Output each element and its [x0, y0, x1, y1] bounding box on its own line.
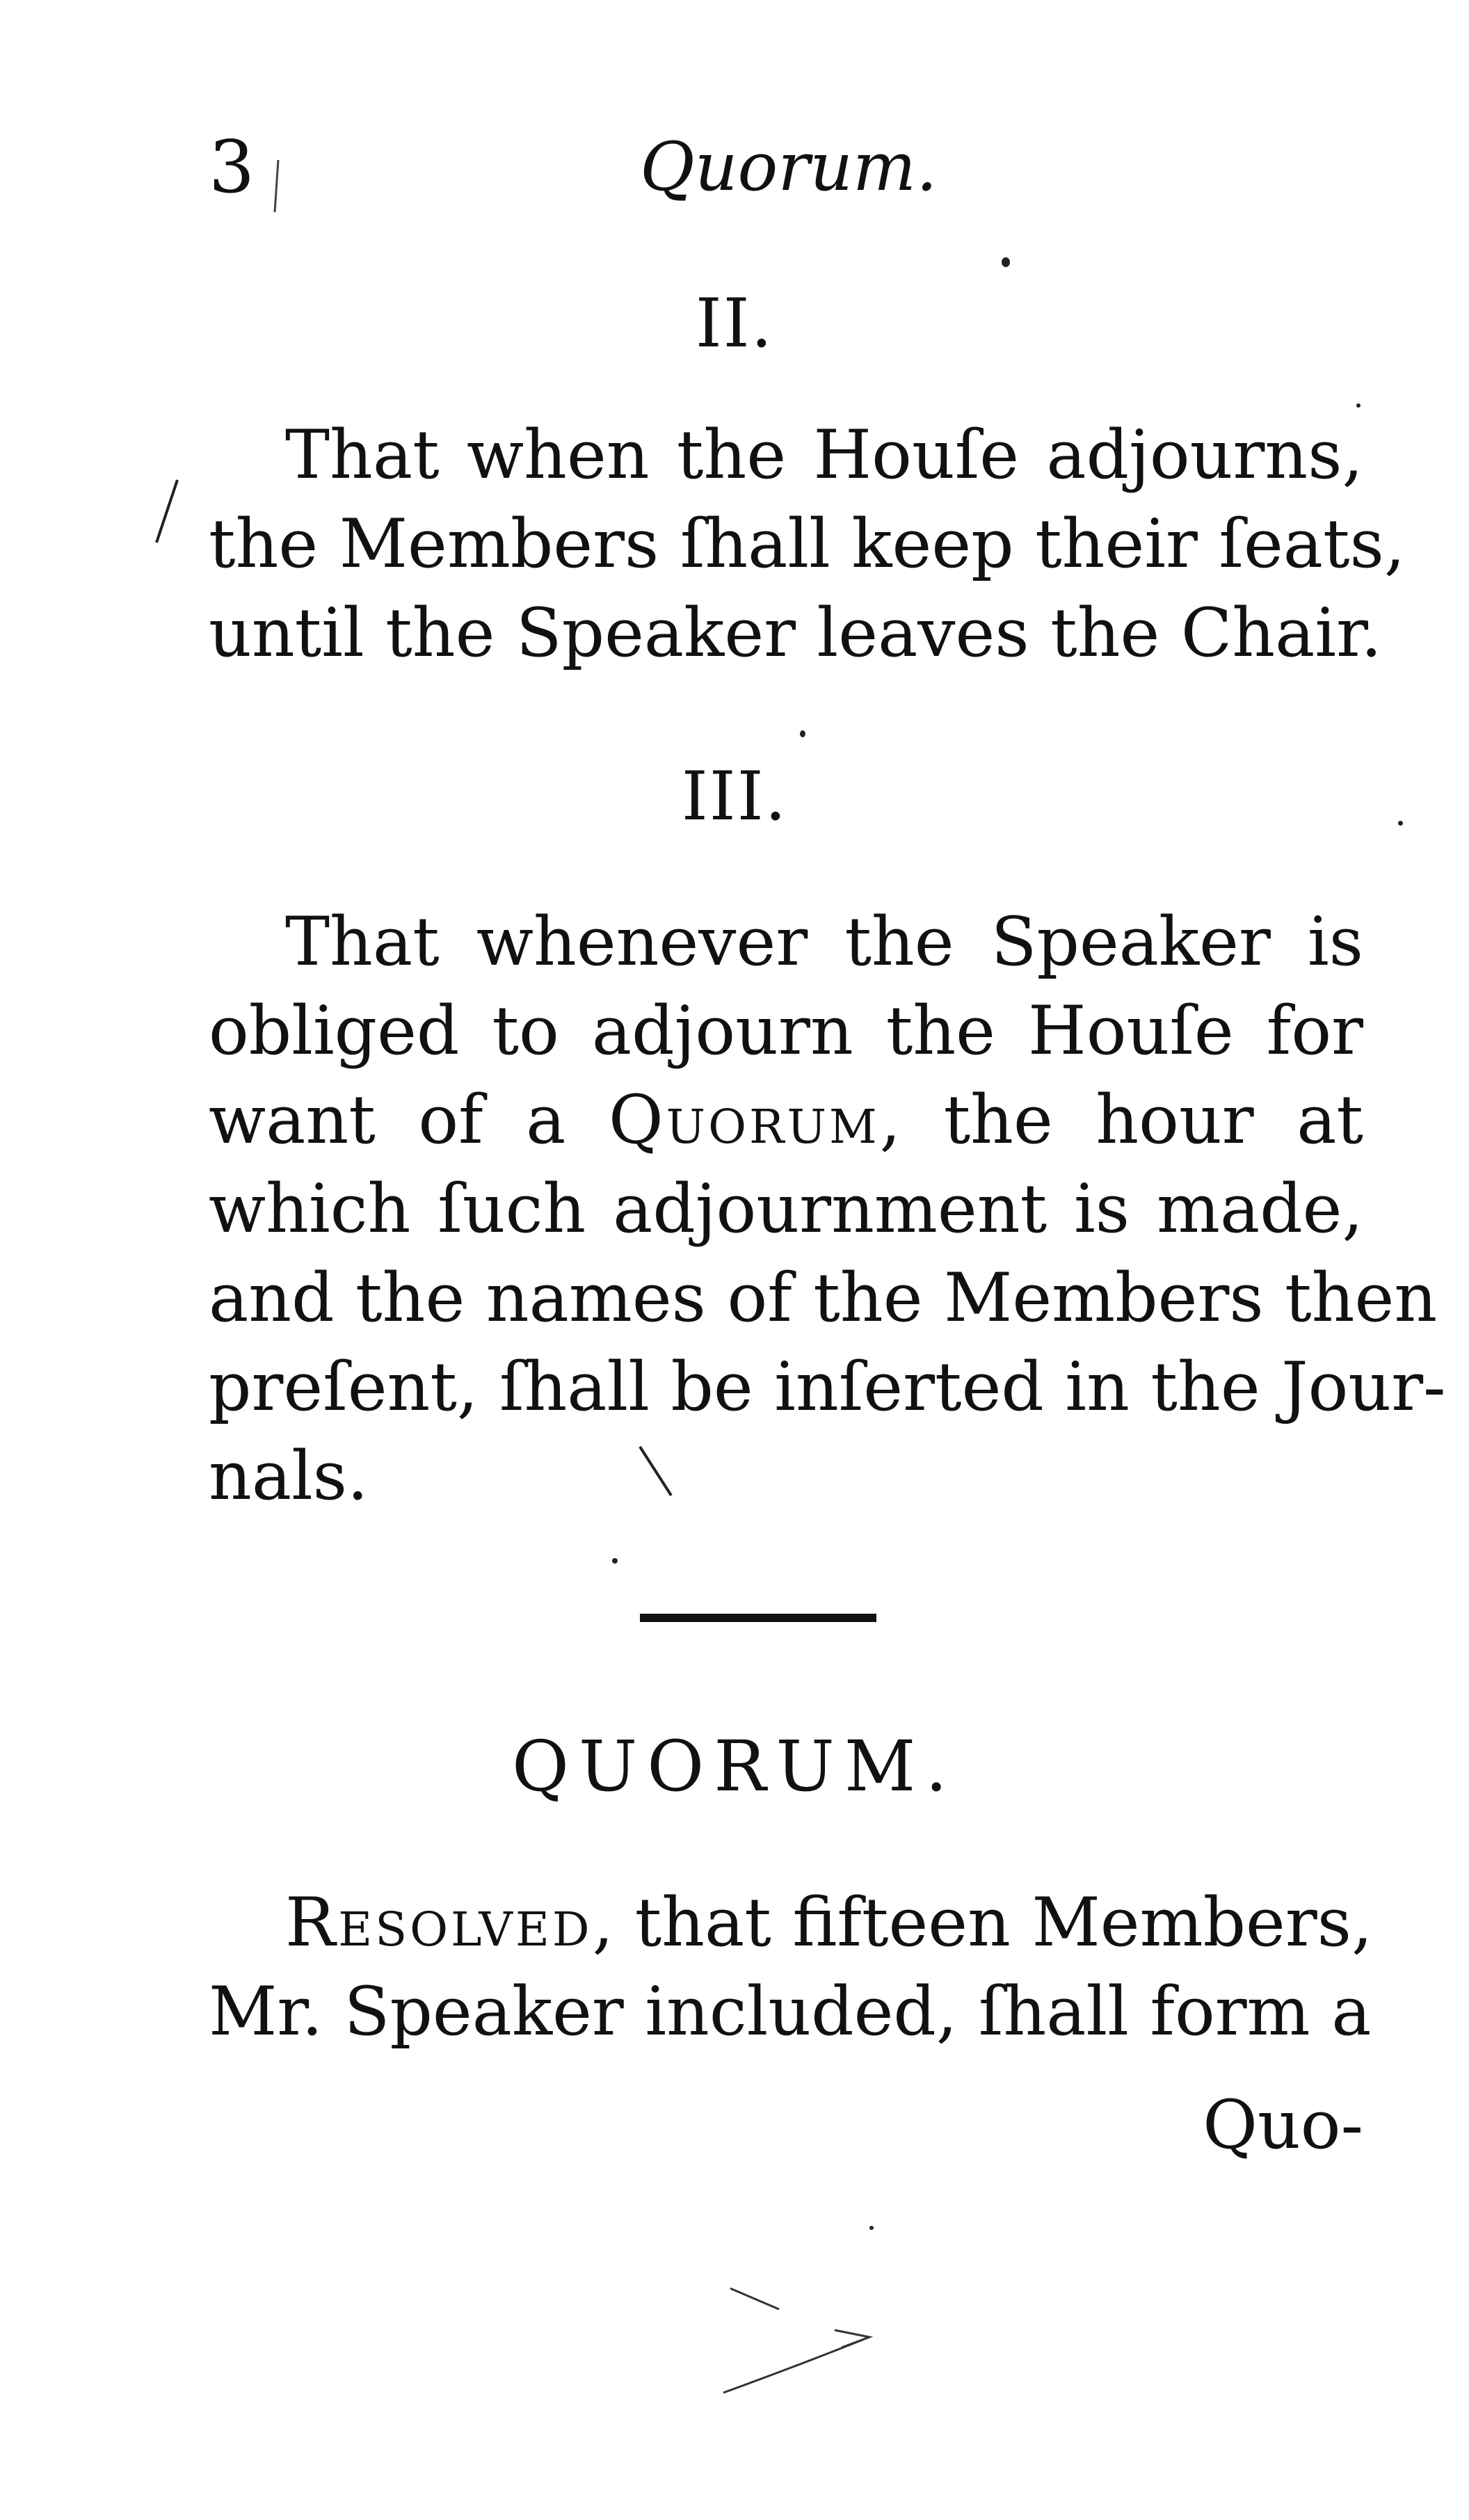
text-line: the Members ſhall keep their ſeats,: [209, 505, 1406, 583]
text-line: That whenever the Speaker is: [285, 903, 1363, 981]
rule-ii-text: [209, 410, 1406, 677]
ink-speck: [1356, 403, 1360, 408]
text-line: [209, 1075, 1363, 1164]
text-line: obliged to adjourn the Houſe for: [209, 992, 1363, 1070]
running-title: Quorum.: [640, 128, 938, 206]
ink-speck: [612, 1558, 618, 1564]
rule-iii-text: [209, 897, 1446, 1520]
text-line: preſent, ſhall be inſerted in the Jour-: [209, 1348, 1446, 1426]
text-line: [209, 1878, 1373, 1967]
running-head: [209, 118, 1363, 216]
ink-stroke: [156, 480, 177, 543]
text-line: and the names of the Members then: [209, 1259, 1438, 1337]
ink-stroke: [723, 2330, 869, 2393]
ink-speck: [1002, 257, 1010, 267]
ink-stroke: [730, 2288, 779, 2309]
ink-speck: [1398, 821, 1403, 826]
section-divider-rule: [640, 1614, 876, 1622]
text-line: nals.: [209, 1437, 369, 1515]
text-line: Mr. Speaker included, ſhall form a: [209, 1973, 1372, 2050]
ink-speck: [800, 730, 805, 737]
ink-speck: [869, 2226, 874, 2230]
quorum-small-caps: Quorum: [608, 1081, 880, 1159]
text-fragment: , that fifteen Members,: [592, 1884, 1373, 1961]
text-line: which ſuch adjournment is made,: [209, 1170, 1363, 1248]
text-fragment: want of a: [209, 1081, 609, 1159]
resolution-text: [209, 1878, 1373, 2056]
text-line: That when the Houſe adjourns,: [285, 416, 1363, 494]
rule-number-iii: III.: [681, 757, 788, 835]
resolved-small-caps: Resolved: [285, 1884, 593, 1961]
page-number: 3: [209, 125, 255, 209]
text-line: until the Speaker leaves the Chair.: [209, 594, 1382, 672]
text-fragment: , the hour at: [879, 1081, 1364, 1159]
rule-number-ii: II.: [695, 284, 774, 362]
quorum-heading: QUORUM.: [512, 1726, 957, 1807]
catchword: Quo-: [1203, 2086, 1363, 2164]
